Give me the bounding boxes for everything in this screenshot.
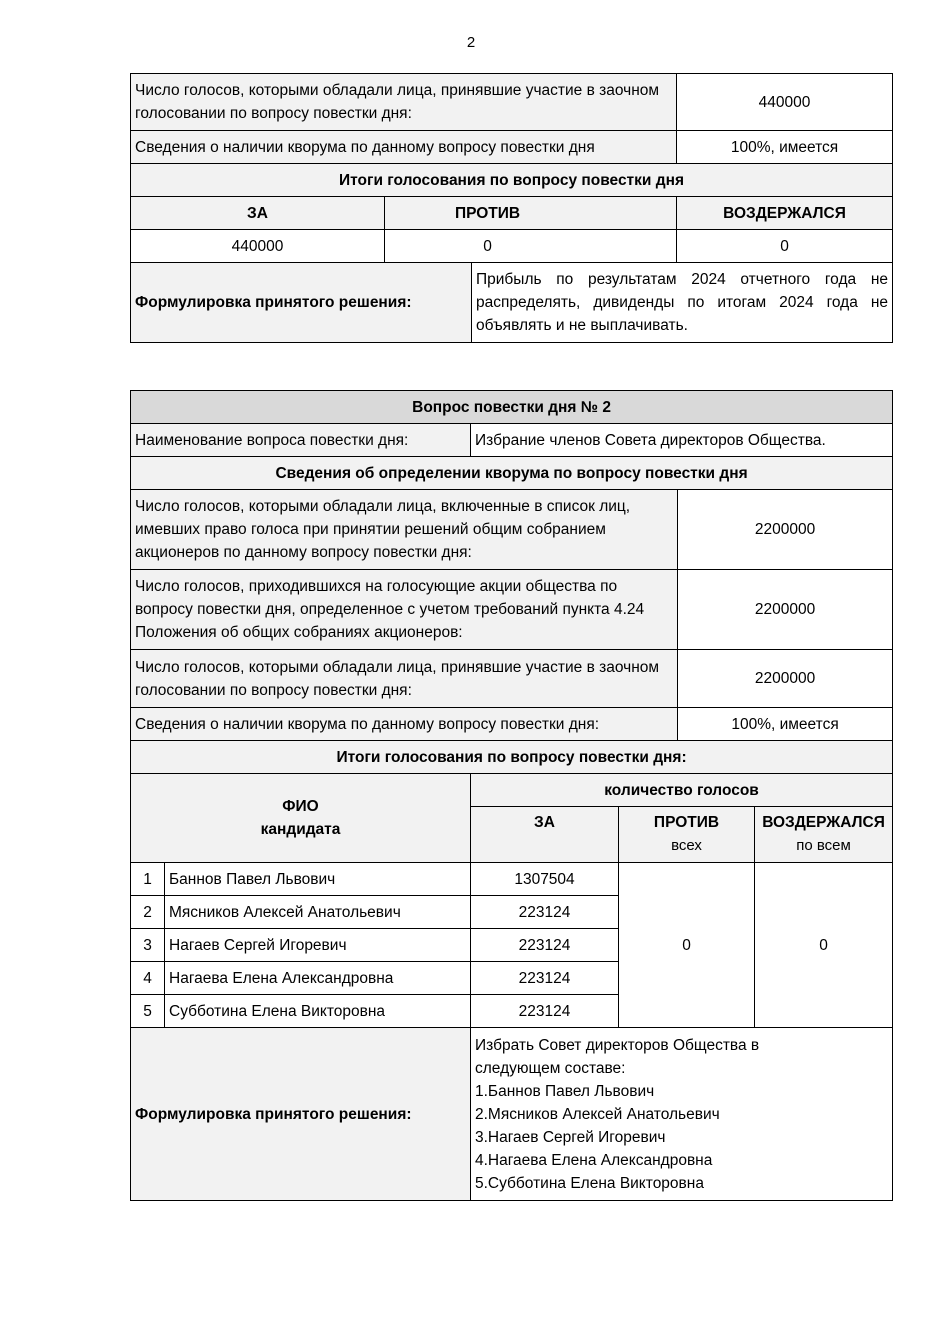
candidate-za: 1307504 (471, 863, 619, 896)
header-za: ЗА (131, 197, 385, 230)
question-title: Вопрос повестки дня № 2 (131, 391, 893, 424)
value-abstain: 0 (677, 230, 893, 263)
decision-text: Прибыль по результатам 2024 отчетного года не распределять, дивиденды по итогам 2024 года не объявлять и не выплачивать. (472, 263, 893, 343)
row-value: 440000 (677, 74, 893, 131)
decision-line: 2.Мясников Алексей Анатольевич (475, 1105, 720, 1123)
quorum-participants-row (131, 74, 893, 131)
question-name-row (131, 424, 893, 457)
row-label: Число голосов, которыми обладали лица, принявшие участие в заочном голосовании по вопросу повестки дня: (131, 74, 677, 131)
quorum-title-row (131, 457, 893, 490)
decision-line: Избрать Совет директоров Общества в (475, 1036, 760, 1054)
results-values-row (131, 230, 893, 263)
candidate-za: 223124 (471, 962, 619, 995)
decision-line: следующем составе: (475, 1059, 626, 1077)
abstain-all-value: 0 (755, 863, 893, 1028)
row-value: 2200000 (678, 570, 893, 650)
candidate-number: 2 (131, 896, 165, 929)
candidate-row (131, 863, 893, 896)
quorum-row (131, 708, 893, 741)
abstain-header-title: ВОЗДЕРЖАЛСЯ (762, 814, 885, 831)
decision-row (131, 263, 893, 343)
quorum-title: Сведения об определении кворума по вопросу повестки дня (131, 457, 893, 490)
question-value: Избрание членов Совета директоров Общества. (471, 424, 893, 457)
quorum-row (131, 570, 893, 650)
header-against: ПРОТИВ (385, 197, 677, 230)
candidate-name: Мясников Алексей Анатольевич (165, 896, 471, 929)
row-value: 100%, имеется (678, 708, 893, 741)
abstain-header-sub: по всем (796, 837, 851, 854)
decision-line: 1.Баннов Павел Львович (475, 1082, 655, 1100)
candidate-number: 1 (131, 863, 165, 896)
header-abstain: ВОЗДЕРЖАЛСЯ (677, 197, 893, 230)
candidate-name: Нагаев Сергей Игоревич (165, 929, 471, 962)
question-2-table (130, 390, 893, 1201)
against-header-sub: всех (671, 837, 702, 854)
against-header (619, 807, 755, 863)
row-value: 2200000 (678, 650, 893, 708)
decision-row (131, 1028, 893, 1201)
votes-header: количество голосов (471, 774, 893, 807)
decision-label: Формулировка принятого решения: (131, 263, 472, 343)
candidate-number: 3 (131, 929, 165, 962)
quorum-status-row (131, 131, 893, 164)
value-za: 440000 (131, 230, 385, 263)
candidate-za: 223124 (471, 995, 619, 1028)
candidate-number: 4 (131, 962, 165, 995)
fio-header (131, 774, 471, 863)
row-label: Число голосов, приходившихся на голосующие акции общества по вопросу повестки дня, определенное с учетом требований пункта 4.24 Положения об общих собраниях акционеров: (131, 570, 678, 650)
votes-header-row (131, 774, 893, 807)
fio-header-line1: ФИО (282, 798, 319, 815)
candidate-name: Субботина Елена Викторовна (165, 995, 471, 1028)
decision-line: 5.Субботина Елена Викторовна (475, 1174, 704, 1192)
row-label: Сведения о наличии кворума по данному вопросу повестки дня: (131, 708, 678, 741)
results-header-row (131, 197, 893, 230)
quorum-row (131, 490, 893, 570)
candidate-name: Нагаева Елена Александровна (165, 962, 471, 995)
results-title: Итоги голосования по вопросу повестки дня: (131, 741, 893, 774)
row-value: 2200000 (678, 490, 893, 570)
za-header: ЗА (471, 807, 619, 863)
row-label: Сведения о наличии кворума по данному вопросу повестки дня (131, 131, 677, 164)
abstain-header (755, 807, 893, 863)
decision-label: Формулировка принятого решения: (131, 1028, 471, 1201)
candidate-za: 223124 (471, 896, 619, 929)
against-header-title: ПРОТИВ (653, 814, 720, 831)
decision-text (471, 1028, 893, 1201)
value-against: 0 (385, 230, 677, 263)
candidate-name: Баннов Павел Львович (165, 863, 471, 896)
decision-line: 3.Нагаев Сергей Игоревич (475, 1128, 666, 1146)
question-label: Наименование вопроса повестки дня: (131, 424, 471, 457)
results-title: Итоги голосования по вопросу повестки дня (131, 164, 893, 197)
fio-header-line2: кандидата (260, 821, 341, 838)
row-label: Число голосов, которыми обладали лица, включенные в список лиц, имевших право голоса при принятии решений общим собранием акционеров по данному вопросу повестки дня: (131, 490, 678, 570)
results-title-row (131, 164, 893, 197)
question-1-results-table (130, 73, 893, 343)
candidate-number: 5 (131, 995, 165, 1028)
row-value: 100%, имеется (677, 131, 893, 164)
row-label: Число голосов, которыми обладали лица, принявшие участие в заочном голосовании по вопросу повестки дня: (131, 650, 678, 708)
results-title-row (131, 741, 893, 774)
quorum-row (131, 650, 893, 708)
against-all-value: 0 (619, 863, 755, 1028)
candidate-za: 223124 (471, 929, 619, 962)
question-title-row (131, 391, 893, 424)
page-number: 2 (466, 34, 476, 51)
decision-line: 4.Нагаева Елена Александровна (475, 1151, 713, 1169)
